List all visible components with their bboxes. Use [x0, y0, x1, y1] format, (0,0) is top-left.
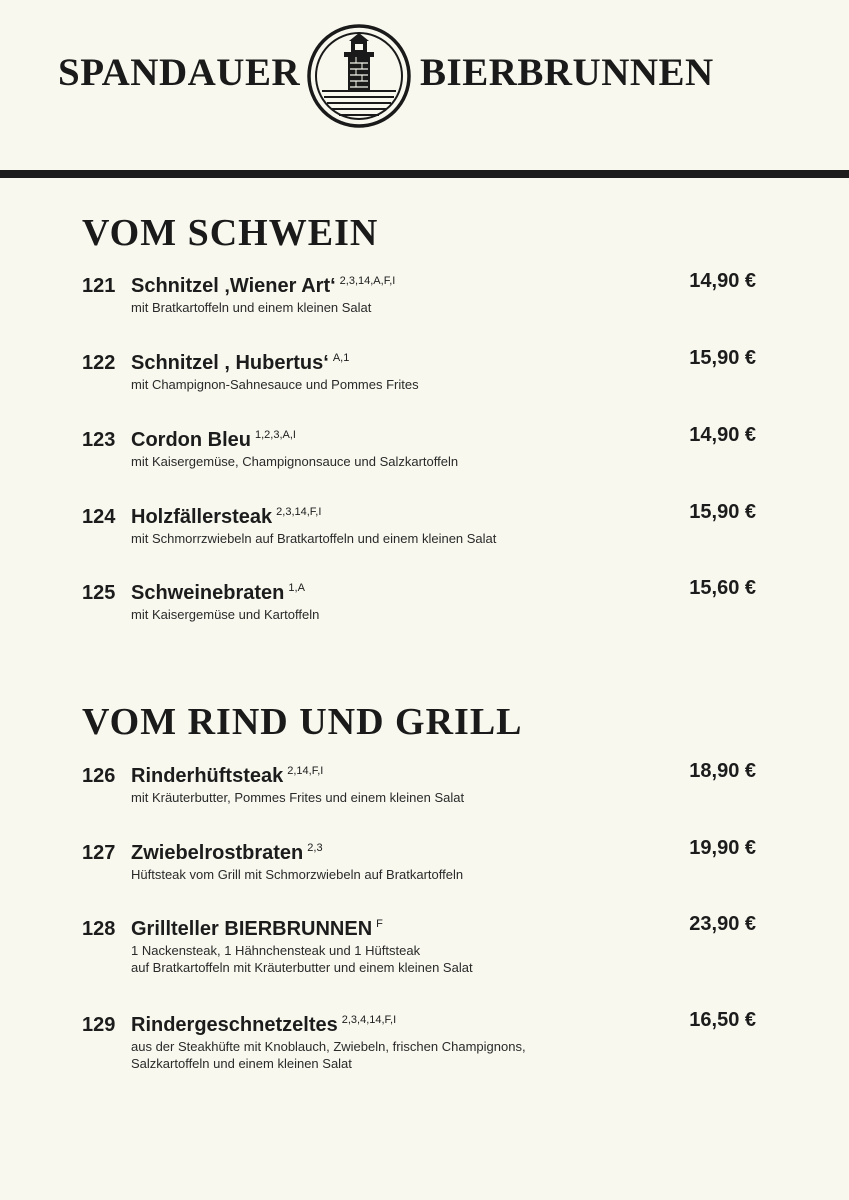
item-number: 127 — [82, 842, 116, 864]
item-number: 122 — [82, 352, 116, 374]
item-price: 16,50 € — [689, 1009, 756, 1031]
item-description: Hüftsteak vom Grill mit Schmorzwiebeln auf Bratkartoffeln — [131, 867, 464, 882]
item-description: 1 Nackensteak, 1 Hähnchensteak und 1 Hüftsteak — [131, 943, 421, 958]
menu-item-128 — [82, 911, 756, 976]
allergen-codes: 2,3,4,14,F,I — [341, 1014, 397, 1026]
item-price: 19,90 € — [689, 837, 756, 859]
item-name: Holzfällersteak — [131, 506, 273, 528]
item-description: mit Kräuterbutter, Pommes Frites und einem kleinen Salat — [131, 790, 465, 805]
page-header — [0, 0, 849, 175]
item-number: 121 — [82, 275, 116, 297]
menu-item-124 — [82, 499, 756, 547]
allergen-codes: 1,2,3,A,I — [255, 429, 296, 441]
menu-item-123 — [82, 422, 756, 470]
brand-name-right: BIERBRUNNEN — [420, 51, 714, 94]
item-number: 126 — [82, 765, 116, 787]
menu-item-129 — [82, 1007, 756, 1072]
item-number: 129 — [82, 1014, 116, 1036]
brand-name-left: SPANDAUER — [58, 51, 301, 94]
menu-item-121 — [82, 268, 756, 316]
item-name: Schnitzel , Hubertus‘ — [131, 352, 329, 374]
item-description: Salzkartoffeln und einem kleinen Salat — [131, 1056, 352, 1071]
item-name: Rinderhüftsteak — [131, 765, 284, 787]
item-name: Cordon Bleu — [131, 429, 251, 451]
item-description: mit Kaisergemüse, Champignonsauce und Salzkartoffeln — [131, 454, 459, 469]
item-price: 15,60 € — [689, 577, 756, 599]
item-number: 128 — [82, 918, 116, 940]
item-description: mit Schmorrzwiebeln auf Bratkartoffeln und einem kleinen Salat — [131, 531, 497, 546]
header-divider — [0, 170, 849, 178]
item-name: Schweinebraten — [131, 582, 285, 604]
item-name: Zwiebelrostbraten — [131, 842, 304, 864]
section-title-vom-schwein: VOM SCHWEIN — [82, 212, 379, 254]
item-number: 123 — [82, 429, 116, 451]
menu-item-125 — [82, 575, 756, 623]
lighthouse-emblem-icon — [306, 23, 412, 129]
item-number: 125 — [82, 582, 116, 604]
allergen-codes: 2,3,14,F,I — [276, 506, 322, 518]
item-description: auf Bratkartoffeln mit Kräuterbutter und einem kleinen Salat — [131, 960, 473, 975]
item-name: Grillteller BIERBRUNNEN — [131, 918, 373, 940]
allergen-codes: 2,14,F,I — [287, 765, 324, 777]
allergen-codes: 2,3 — [307, 842, 323, 854]
allergen-codes: A,1 — [332, 352, 350, 364]
item-description: mit Champignon-Sahnesauce und Pommes Frites — [131, 377, 419, 392]
item-description: mit Kaisergemüse und Kartoffeln — [131, 607, 320, 622]
item-price: 23,90 € — [689, 913, 756, 935]
allergen-codes: 1,A — [288, 582, 305, 594]
item-description: mit Bratkartoffeln und einem kleinen Salat — [131, 300, 372, 315]
item-price: 15,90 € — [689, 347, 756, 369]
item-price: 18,90 € — [689, 760, 756, 782]
item-name: Rindergeschnetzeltes — [131, 1014, 338, 1036]
allergen-codes: 2,3,14,A,F,I — [339, 275, 396, 287]
item-price: 14,90 € — [689, 270, 756, 292]
item-price: 14,90 € — [689, 424, 756, 446]
menu-item-122 — [82, 345, 756, 393]
allergen-codes: F — [376, 918, 383, 930]
menu-item-126 — [82, 758, 756, 806]
menu-item-127 — [82, 835, 756, 883]
item-name: Schnitzel ‚Wiener Art‘ — [131, 275, 336, 297]
item-number: 124 — [82, 506, 116, 528]
item-description: aus der Steakhüfte mit Knoblauch, Zwiebeln, frischen Champignons, — [131, 1039, 526, 1054]
section-title-vom-rind-und-grill: VOM RIND UND GRILL — [82, 701, 523, 743]
item-price: 15,90 € — [689, 501, 756, 523]
